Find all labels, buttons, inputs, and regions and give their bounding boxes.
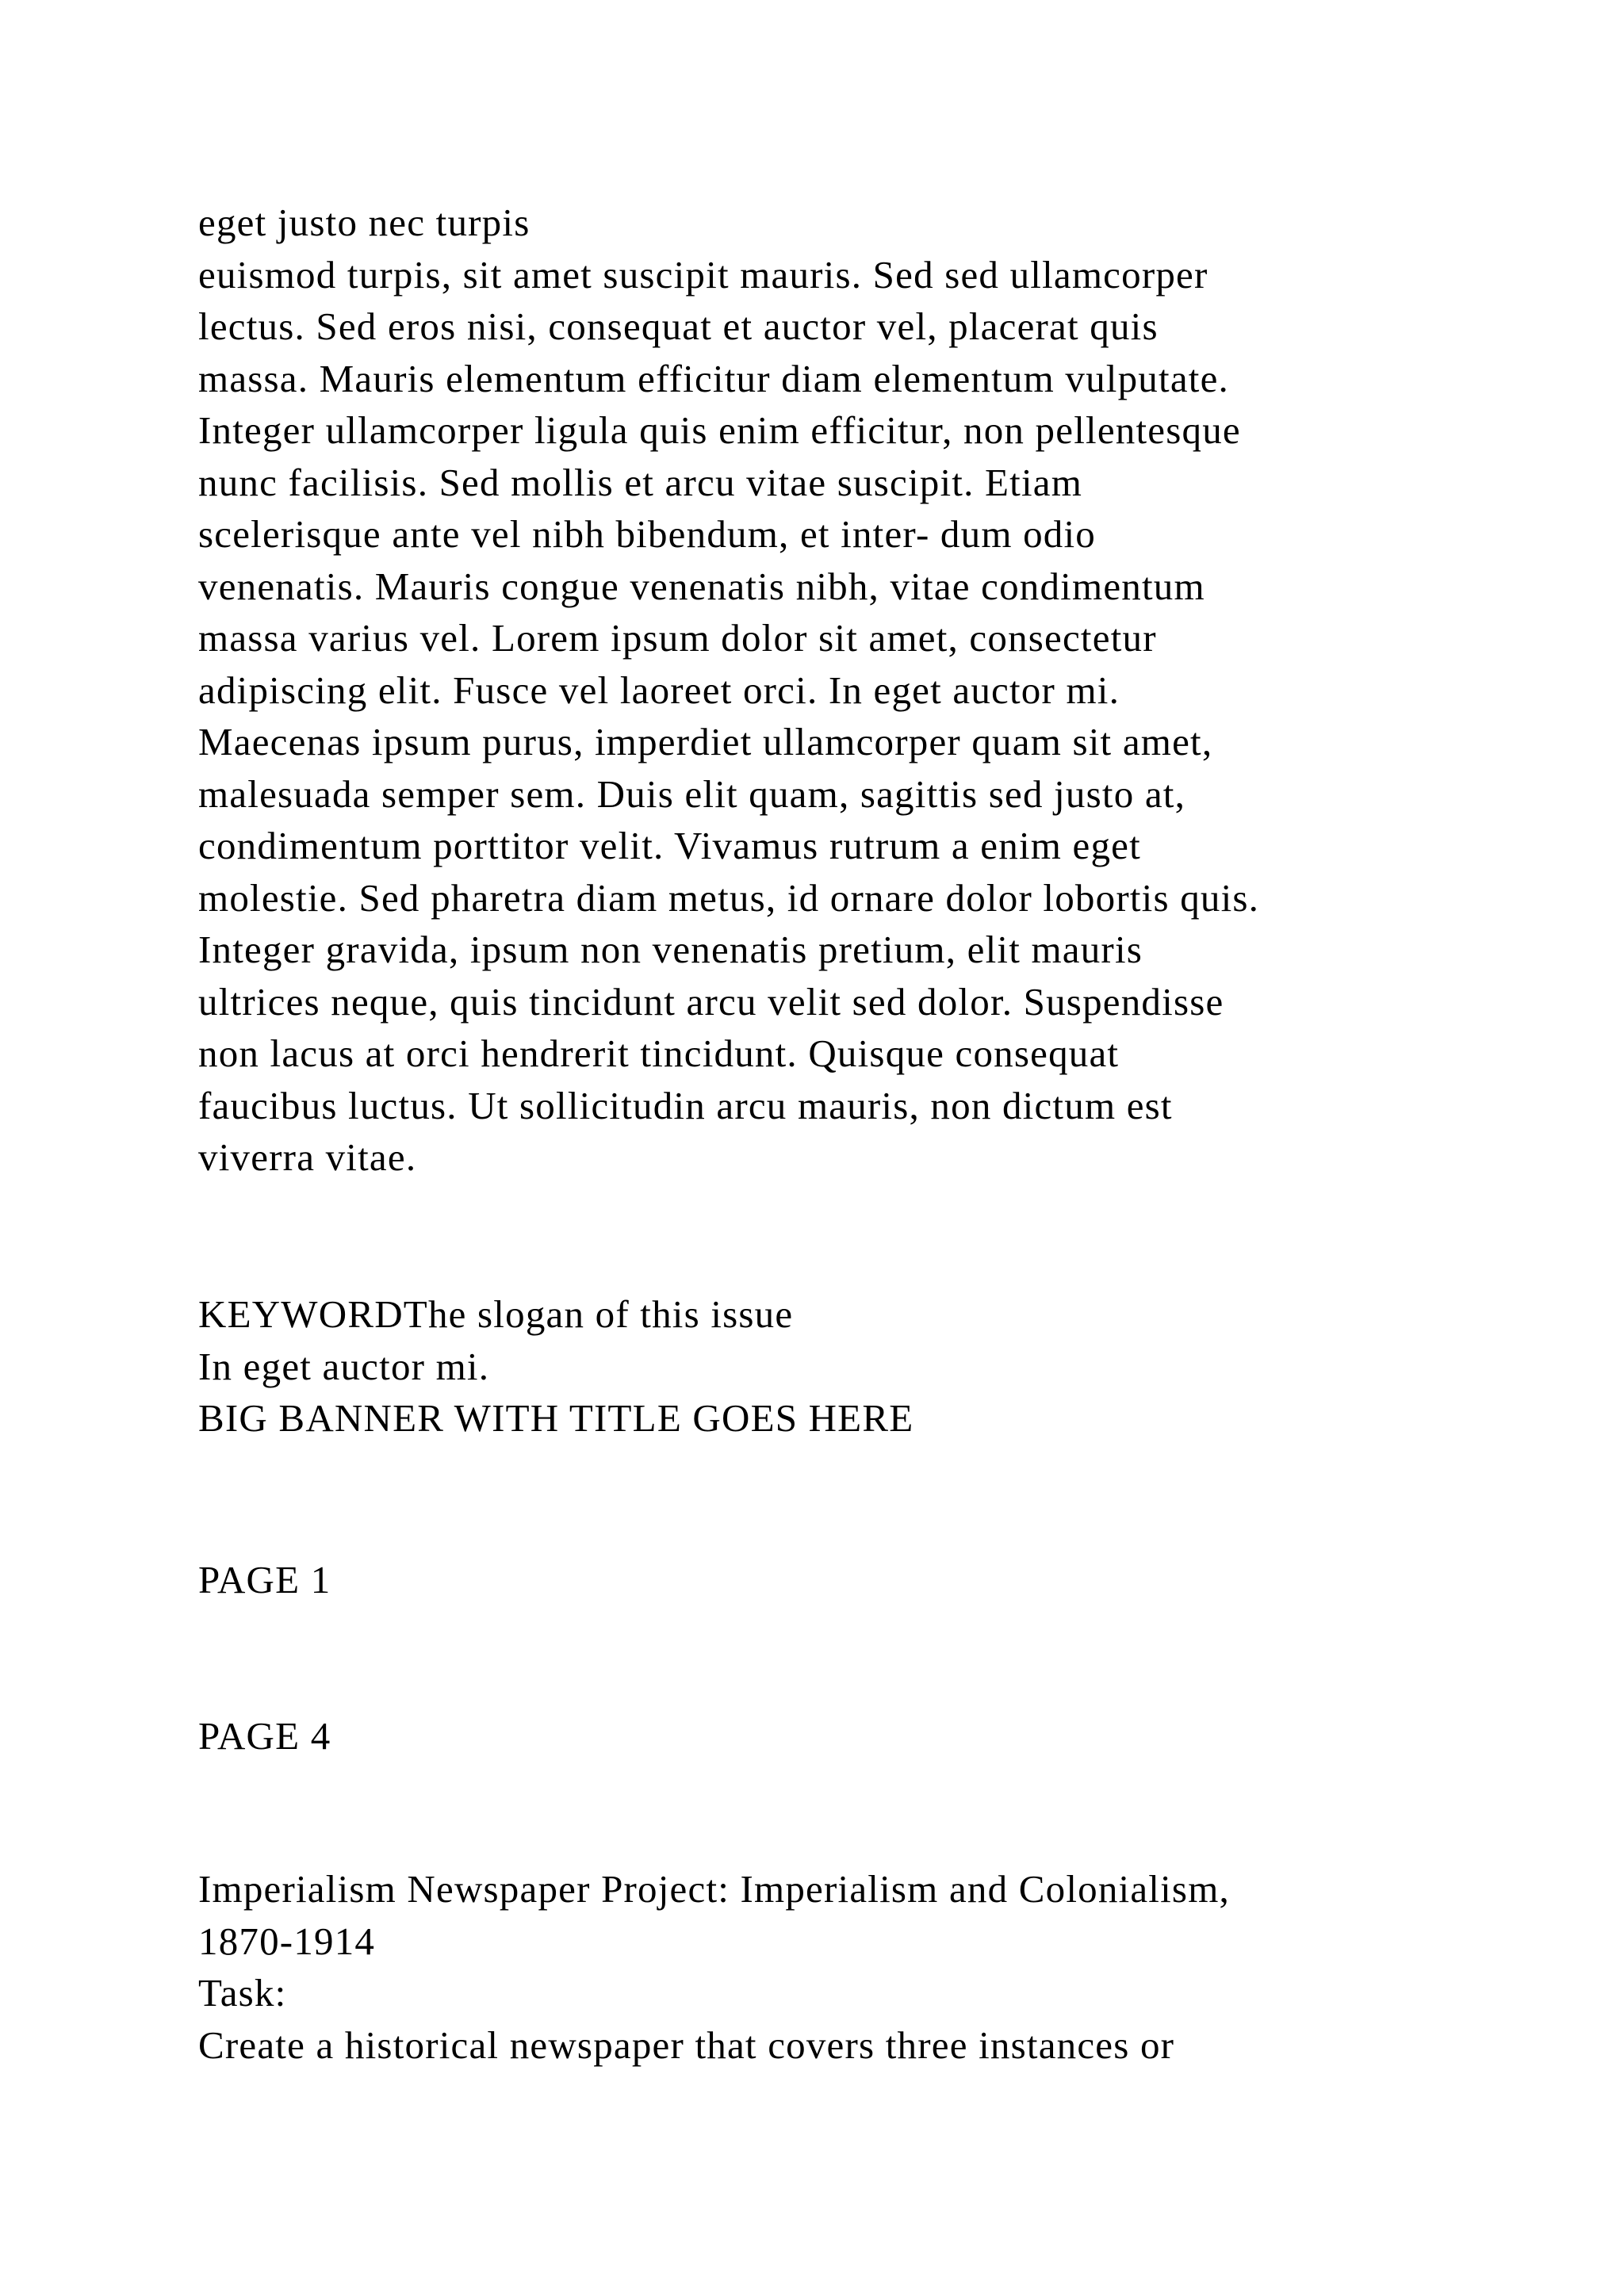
page-4-label: PAGE 4 [198, 1714, 331, 1758]
paragraph-line: molestie. Sed pharetra diam metus, id ornare dolor lobortis quis. [198, 875, 1260, 920]
paragraph-line: Integer gravida, ipsum non venenatis pretium, elit mauris [198, 928, 1143, 971]
page-1-label-block [198, 1554, 1546, 1606]
paragraph-line: non lacus at orci hendrerit tincidunt. Quisque consequat [198, 1031, 1120, 1075]
banner-title-line: BIG BANNER WITH TITLE GOES HERE [198, 1396, 914, 1440]
paragraph-line: nunc facilisis. Sed mollis et arcu vitae suscipit. Etiam [198, 460, 1083, 504]
paragraph-line: viverra vitae. [198, 1135, 417, 1179]
keyword-slogan-line: KEYWORDThe slogan of this issue [198, 1292, 794, 1336]
paragraph-line: Maecenas ipsum purus, imperdiet ullamcorper quam sit amet, [198, 720, 1213, 763]
paragraph-line: ultrices neque, quis tincidunt arcu velit sed dolor. Suspendisse [198, 979, 1224, 1024]
task-heading-line: Task: [198, 1971, 287, 2015]
keyword-section [198, 1288, 1546, 1445]
task-description-line: Create a historical newspaper that covers three instances or [198, 2022, 1175, 2067]
paragraph-line: adipiscing elit. Fusce vel laoreet orci. In eget auctor mi. [198, 668, 1120, 712]
paragraph-line: massa varius vel. Lorem ipsum dolor sit amet, consectetur [198, 616, 1157, 660]
keyword-subtext-line: In eget auctor mi. [198, 1344, 490, 1388]
paragraph-line: malesuada semper sem. Duis elit quam, sagittis sed justo at, [198, 771, 1186, 816]
project-description [198, 1863, 1546, 2071]
body-paragraph [198, 197, 1546, 1184]
paragraph-line: condimentum porttitor velit. Vivamus rutrum a enim eget [198, 824, 1141, 867]
paragraph-line: venenatis. Mauris congue venenatis nibh, vitae condimentum [198, 564, 1205, 608]
page-1-label: PAGE 1 [198, 1558, 331, 1601]
project-date-line: 1870-1914 [198, 1919, 376, 1963]
paragraph-line: lectus. Sed eros nisi, consequat et auctor vel, placerat quis [198, 304, 1159, 348]
paragraph-line: massa. Mauris elementum efficitur diam elementum vulputate. [198, 356, 1229, 400]
paragraph-line: Integer ullamcorper ligula quis enim efficitur, non pellentesque [198, 408, 1241, 452]
paragraph-line: scelerisque ante vel nibh bibendum, et inter- dum odio [198, 512, 1097, 556]
paragraph-line: eget justo nec turpis [198, 201, 530, 244]
page-4-label-block [198, 1710, 1546, 1762]
project-title-line: Imperialism Newspaper Project: Imperialism and Colonialism, [198, 1867, 1230, 1911]
paragraph-line: faucibus luctus. Ut sollicitudin arcu mauris, non dictum est [198, 1083, 1173, 1127]
paragraph-line: euismod turpis, sit amet suscipit mauris. Sed sed ullamcorper [198, 252, 1208, 297]
